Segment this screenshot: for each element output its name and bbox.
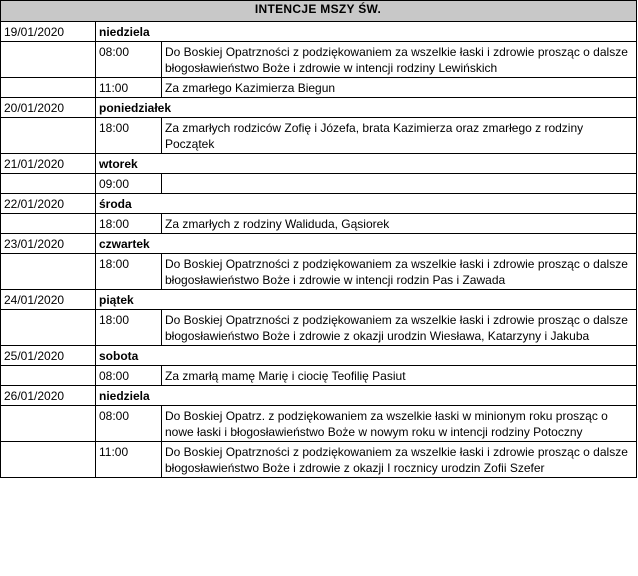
mass-intention: Za zmarłą mamę Marię i ciocię Teofilię Pasiut <box>162 366 637 386</box>
mass-row <box>1 254 637 290</box>
weekday-cell: niedziela <box>96 386 637 406</box>
weekday-cell: wtorek <box>96 154 637 174</box>
weekday-cell: środa <box>96 194 637 214</box>
empty-date-cell <box>1 442 96 478</box>
date-row <box>1 346 637 366</box>
date-row <box>1 154 637 174</box>
empty-date-cell <box>1 254 96 290</box>
mass-time: 11:00 <box>96 442 162 478</box>
mass-time: 08:00 <box>96 406 162 442</box>
weekday-cell: czwartek <box>96 234 637 254</box>
date-row <box>1 194 637 214</box>
date-cell: 22/01/2020 <box>1 194 96 214</box>
date-row <box>1 290 637 310</box>
date-cell: 21/01/2020 <box>1 154 96 174</box>
mass-intention: Za zmarłych rodziców Zofię i Józefa, brata Kazimierza oraz zmarłego z rodziny Początek <box>162 118 637 154</box>
empty-date-cell <box>1 174 96 194</box>
mass-row <box>1 214 637 234</box>
weekday-cell: piątek <box>96 290 637 310</box>
mass-intention: Do Boskiej Opatrz. z podziękowaniem za wszelkie łaski w minionym roku prosząc o nowe łaski i błogosławieństwo Boże w nowym roku w intencji rodziny Potoczny <box>162 406 637 442</box>
mass-time: 18:00 <box>96 118 162 154</box>
date-cell: 23/01/2020 <box>1 234 96 254</box>
date-row <box>1 234 637 254</box>
date-row <box>1 22 637 42</box>
weekday-cell: niedziela <box>96 22 637 42</box>
mass-row <box>1 442 637 478</box>
mass-intention: Do Boskiej Opatrzności z podziękowaniem za wszelkie łaski i zdrowie prosząc o dalsze błogosławieństwo Boże i zdrowie w intencji rodziny Lewińskich <box>162 42 637 78</box>
mass-row <box>1 174 637 194</box>
date-cell: 26/01/2020 <box>1 386 96 406</box>
mass-intention: Do Boskiej Opatrzności z podziękowaniem za wszelkie łaski i zdrowie prosząc o dalsze błogosławieństwo Boże i zdrowie z okazji urodzin Wiesława, Katarzyny i Jakuba <box>162 310 637 346</box>
mass-intention: Za zmarłych z rodziny Waliduda, Gąsiorek <box>162 214 637 234</box>
date-row <box>1 386 637 406</box>
mass-intention <box>162 174 637 194</box>
date-cell: 19/01/2020 <box>1 22 96 42</box>
mass-row <box>1 78 637 98</box>
mass-row <box>1 118 637 154</box>
date-cell: 24/01/2020 <box>1 290 96 310</box>
date-cell: 20/01/2020 <box>1 98 96 118</box>
mass-time: 18:00 <box>96 310 162 346</box>
mass-time: 11:00 <box>96 78 162 98</box>
mass-intention: Do Boskiej Opatrzności z podziękowaniem za wszelkie łaski i zdrowie prosząc o dalsze błogosławieństwo Boże i zdrowie z okazji I rocznicy urodzin Zofii Szefer <box>162 442 637 478</box>
date-cell: 25/01/2020 <box>1 346 96 366</box>
title-row <box>1 1 637 22</box>
mass-intention: Za zmarłego Kazimierza Biegun <box>162 78 637 98</box>
empty-date-cell <box>1 42 96 78</box>
empty-date-cell <box>1 406 96 442</box>
empty-date-cell <box>1 214 96 234</box>
page-title: INTENCJE MSZY ŚW. <box>1 1 637 22</box>
mass-time: 08:00 <box>96 366 162 386</box>
empty-date-cell <box>1 78 96 98</box>
weekday-cell: poniedziałek <box>96 98 637 118</box>
mass-row <box>1 310 637 346</box>
date-row <box>1 98 637 118</box>
empty-date-cell <box>1 310 96 346</box>
table-body <box>1 1 637 478</box>
mass-time: 09:00 <box>96 174 162 194</box>
mass-time: 18:00 <box>96 254 162 290</box>
mass-time: 08:00 <box>96 42 162 78</box>
mass-row <box>1 366 637 386</box>
mass-time: 18:00 <box>96 214 162 234</box>
mass-intention: Do Boskiej Opatrzności z podziękowaniem za wszelkie łaski i zdrowie prosząc o dalsze błogosławieństwo Boże i zdrowie w intencji rodzin Pas i Zawada <box>162 254 637 290</box>
empty-date-cell <box>1 118 96 154</box>
weekday-cell: sobota <box>96 346 637 366</box>
empty-date-cell <box>1 366 96 386</box>
mass-row <box>1 42 637 78</box>
mass-row <box>1 406 637 442</box>
